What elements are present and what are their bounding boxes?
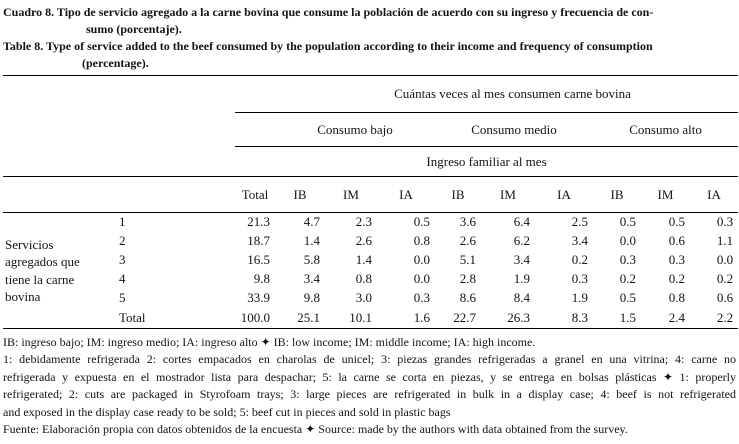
caption-es-line2: sumo (porcentaje). [86, 22, 182, 36]
data-cell: 3.4 [571, 233, 588, 248]
data-cell: 0.2 [668, 271, 685, 286]
col-header-im: IM [325, 177, 377, 213]
data-cell: 3.0 [355, 290, 372, 305]
data-cell: 6.2 [513, 233, 530, 248]
data-cell: 1.4 [355, 252, 372, 267]
data-cell: 8.3 [535, 308, 593, 329]
data-cell: 3.4 [303, 271, 320, 286]
data-cell: 100.0 [235, 308, 275, 329]
column-header-row [3, 177, 738, 213]
footnote-legend-line: refrigerada y expuesta en el mostrador lista para despachar; 5: la carne se corta en piezas, y se entrega en bolsas plásticas ✦ 1: properly [3, 369, 736, 384]
row-key: 5 [119, 290, 126, 305]
col-header-total: Total [235, 177, 275, 213]
data-cell: 0.5 [668, 214, 685, 230]
data-cell: 2.5 [571, 214, 588, 230]
stub-line: Servicios [5, 236, 54, 252]
col-header-ib: IB [275, 177, 325, 213]
data-cell: 8.4 [513, 290, 530, 305]
data-cell: 0.6 [668, 233, 685, 248]
data-cell: 0.0 [413, 252, 430, 267]
table-row [3, 213, 738, 232]
data-cell: 10.1 [325, 308, 377, 329]
data-cell: 0.3 [413, 290, 430, 305]
table-row [3, 270, 738, 289]
data-cell: 0.8 [355, 271, 372, 286]
data-cell: 8.6 [459, 290, 476, 305]
data-cell: 0.8 [413, 233, 430, 248]
data-cell: 22.7 [435, 308, 481, 329]
table-row [3, 289, 738, 308]
stub-line: bovina [5, 289, 41, 304]
data-cell: 1.6 [377, 308, 435, 329]
data-cell: 26.3 [481, 308, 535, 329]
row-key: 2 [119, 233, 126, 248]
income-header: Ingreso familiar al mes [426, 153, 547, 169]
data-cell: 5.1 [459, 252, 476, 267]
row-key: 3 [119, 252, 126, 267]
data-cell: 0.2 [571, 252, 588, 267]
col-header-im: IM [481, 177, 535, 213]
data-cell: 33.9 [247, 290, 270, 305]
col-header-ia: IA [535, 177, 593, 213]
data-cell: 16.5 [247, 252, 270, 267]
row-key: Total [113, 308, 235, 329]
table-row [3, 232, 738, 251]
data-cell: 1.5 [593, 308, 641, 329]
blank-cell [3, 113, 235, 147]
data-cell: 5.8 [303, 252, 320, 267]
data-cell: 0.0 [413, 271, 430, 286]
footnotes [3, 334, 736, 438]
data-cell: 2.4 [641, 308, 690, 329]
data-cell: 0.2 [716, 271, 734, 286]
stub-line: agregados que [5, 254, 80, 269]
frequency-header: Cuántas veces al mes consumen carne bovina [235, 76, 738, 113]
data-table [3, 75, 738, 329]
data-cell: 0.5 [619, 214, 636, 230]
data-cell: 0.3 [619, 252, 636, 267]
data-cell: 1.4 [303, 233, 320, 248]
data-cell: 0.3 [668, 252, 685, 267]
data-cell: 3.6 [459, 214, 476, 230]
table-caption [3, 4, 736, 72]
data-cell: 2.6 [459, 233, 476, 248]
data-cell: 2.2 [690, 308, 738, 329]
data-cell: 1.9 [513, 271, 530, 286]
income-header-row [3, 147, 738, 177]
group-consumo-bajo: Consumo bajo [275, 113, 435, 147]
blank-cell [3, 177, 235, 213]
stub-line: tiene la carne [5, 271, 75, 287]
data-cell: 1.9 [571, 290, 588, 305]
data-cell: 2.3 [355, 214, 372, 230]
data-cell: 3.4 [513, 252, 530, 267]
caption-es-line1: Cuadro 8. Tipo de servicio agregado a la carne bovina que consume la población de acuerdo con su ingreso y frecuencia de con- [3, 5, 654, 19]
data-cell: 21.3 [247, 214, 270, 230]
table-total-row [3, 308, 738, 329]
data-cell: 9.8 [303, 290, 320, 305]
data-cell: 0.3 [571, 271, 588, 286]
data-cell: 0.8 [668, 290, 685, 305]
data-cell: 0.0 [619, 233, 636, 248]
col-header-im: IM [641, 177, 690, 213]
caption-en-line2: (percentage). [82, 56, 149, 70]
blank-cell [235, 113, 275, 147]
data-cell: 0.2 [619, 271, 636, 286]
col-header-ia: IA [377, 177, 435, 213]
caption-en-line1: Table 8. Type of service added to the beef consumed by the population according to their income and frequency of consumption [3, 39, 653, 53]
data-cell: 0.0 [716, 252, 734, 267]
table-row [3, 251, 738, 270]
row-key: 4 [119, 271, 126, 286]
footnote-legend-line: refrigerated; 2: cuts are packaged in Styrofoam trays; 3: large pieces are refrigerated in bulk in a display case; 4: beef is not refrigerated [3, 387, 736, 402]
data-cell: 2.6 [355, 233, 372, 248]
footnote-legend-line: 1: debidamente refrigerada 2: cortes empacados en charolas de unicel; 3: piezas grandes refrigeradas a granel en una vitrina; 4: carne no [3, 352, 736, 367]
data-cell: 25.1 [275, 308, 325, 329]
row-group-label [3, 213, 113, 329]
data-cell: 6.4 [513, 214, 530, 230]
data-cell: 0.6 [716, 290, 734, 305]
footnote-source: Fuente: Elaboración propia con datos obtenidos de la encuesta ✦ Source: made by the authors with data obtained from the survey. [3, 422, 628, 437]
data-cell: 9.8 [253, 271, 270, 286]
col-header-ib: IB [435, 177, 481, 213]
consumption-groups-row [3, 113, 738, 147]
group-header-row [3, 76, 738, 113]
blank-cell [3, 147, 235, 177]
group-consumo-alto: Consumo alto [593, 113, 738, 147]
data-cell: 2.8 [459, 271, 476, 286]
col-header-ib: IB [593, 177, 641, 213]
data-cell: 0.5 [413, 214, 430, 230]
data-cell: 0.5 [619, 290, 636, 305]
blank-cell [3, 76, 235, 113]
data-cell: 4.7 [303, 214, 320, 230]
row-key: 1 [119, 214, 126, 230]
group-consumo-medio: Consumo medio [435, 113, 593, 147]
footnote-legend-line: and exposed in the display case ready to be sold; 5: beef cut in pieces and sold in plastic bags [3, 404, 451, 419]
col-header-ia: IA [690, 177, 738, 213]
footnote-abbreviations: IB: ingreso bajo; IM: ingreso medio; IA: ingreso alto ✦ IB: low income; IM: middle income; IA: high income. [3, 335, 536, 349]
data-cell: 0.3 [716, 214, 734, 230]
data-cell: 1.1 [716, 233, 734, 248]
data-cell: 18.7 [247, 233, 270, 248]
